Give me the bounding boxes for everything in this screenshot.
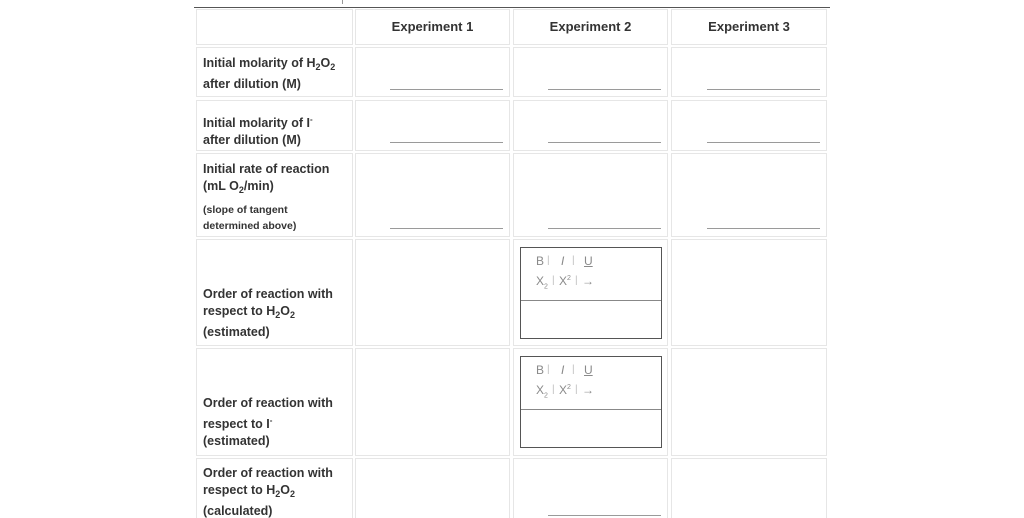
answer-line-iodide-molarity-exp2[interactable] (548, 142, 661, 143)
header-experiment-2: Experiment 2 (549, 19, 632, 34)
header-experiment-1: Experiment 1 (391, 19, 474, 34)
italic-button[interactable]: I (561, 254, 565, 268)
row-label-iodide-molarity: Initial molarity of I- after dilution (M) (203, 115, 313, 147)
editor-text-area[interactable] (521, 301, 661, 338)
editor-text-area[interactable] (521, 410, 661, 447)
cell-order-iodide-estimated-exp1 (355, 348, 510, 456)
row-label-order-iodide-estimated: Order of reaction with respect to I- (estimated) (203, 396, 333, 448)
arrow-button[interactable]: → (582, 383, 594, 397)
italic-button[interactable]: I (561, 363, 565, 377)
rich-text-editor-order-h2o2-estimated[interactable] (520, 247, 662, 339)
cell-order-h2o2-estimated-exp3 (671, 239, 827, 346)
toolbar-separator: | (575, 275, 578, 286)
arrow-button[interactable]: → (582, 274, 594, 288)
bold-button[interactable]: B (536, 254, 545, 268)
top-edge-tick (342, 0, 343, 4)
subscript-button[interactable]: $X_2$ (536, 383, 548, 400)
toolbar-separator: | (575, 384, 578, 395)
row-label-order-h2o2-calculated: Order of reaction with respect to $H_2O_2$ (calculated) (203, 466, 333, 518)
cell-order-h2o2-estimated-exp1 (355, 239, 510, 346)
table-top-rule (194, 7, 830, 8)
toolbar-separator: | (572, 255, 575, 266)
underline-button[interactable]: U (584, 254, 593, 268)
answer-line-order-h2o2-calculated-exp2[interactable] (548, 515, 661, 516)
header-empty-cell (196, 9, 353, 45)
rich-text-editor-order-iodide-estimated[interactable] (520, 356, 662, 448)
subscript-button[interactable]: $X_2$ (536, 274, 548, 291)
row-label-order-h2o2-estimated: Order of reaction with respect to $H_2O_2$ (estimated) (203, 287, 333, 339)
cell-iodide-molarity-exp1 (355, 100, 510, 151)
answer-line-h2o2-molarity-exp3[interactable] (707, 89, 820, 90)
answer-line-iodide-molarity-exp3[interactable] (707, 142, 820, 143)
cell-order-h2o2-calculated-exp3 (671, 458, 827, 518)
header-experiment-3: Experiment 3 (708, 19, 790, 34)
superscript-button[interactable]: $X^2$ (559, 274, 571, 288)
cell-initial-rate-exp3 (671, 153, 827, 237)
cell-initial-rate-exp1 (355, 153, 510, 237)
cell-order-iodide-estimated-exp3 (671, 348, 827, 456)
answer-line-initial-rate-exp1[interactable] (390, 228, 503, 229)
cell-order-h2o2-calculated-exp1 (355, 458, 510, 518)
underline-button[interactable]: U (584, 363, 593, 377)
cell-order-h2o2-calculated-exp2 (513, 458, 668, 518)
editor-toolbar (521, 357, 661, 410)
row-label-h2o2-molarity: Initial molarity of $H_2O_2$ after dilution (M) (203, 56, 336, 91)
cell-iodide-molarity-exp3 (671, 100, 827, 151)
answer-line-h2o2-molarity-exp2[interactable] (548, 89, 661, 90)
toolbar-separator: | (572, 364, 575, 375)
bold-button[interactable]: B (536, 363, 545, 377)
answer-line-initial-rate-exp2[interactable] (548, 228, 661, 229)
cell-iodide-molarity-exp2 (513, 100, 668, 151)
toolbar-separator: | (552, 384, 555, 395)
answer-line-initial-rate-exp3[interactable] (707, 228, 820, 229)
answer-line-h2o2-molarity-exp1[interactable] (390, 89, 503, 90)
toolbar-separator: | (552, 275, 555, 286)
row-label-initial-rate: Initial rate of reaction (mL $O_2/\min$) (slope of tangent determined above) (203, 162, 330, 232)
editor-toolbar (521, 248, 661, 301)
superscript-button[interactable]: $X^2$ (559, 383, 571, 397)
toolbar-separator: | (547, 255, 550, 266)
toolbar-separator: | (547, 364, 550, 375)
answer-line-iodide-molarity-exp1[interactable] (390, 142, 503, 143)
cell-initial-rate-exp2 (513, 153, 668, 237)
